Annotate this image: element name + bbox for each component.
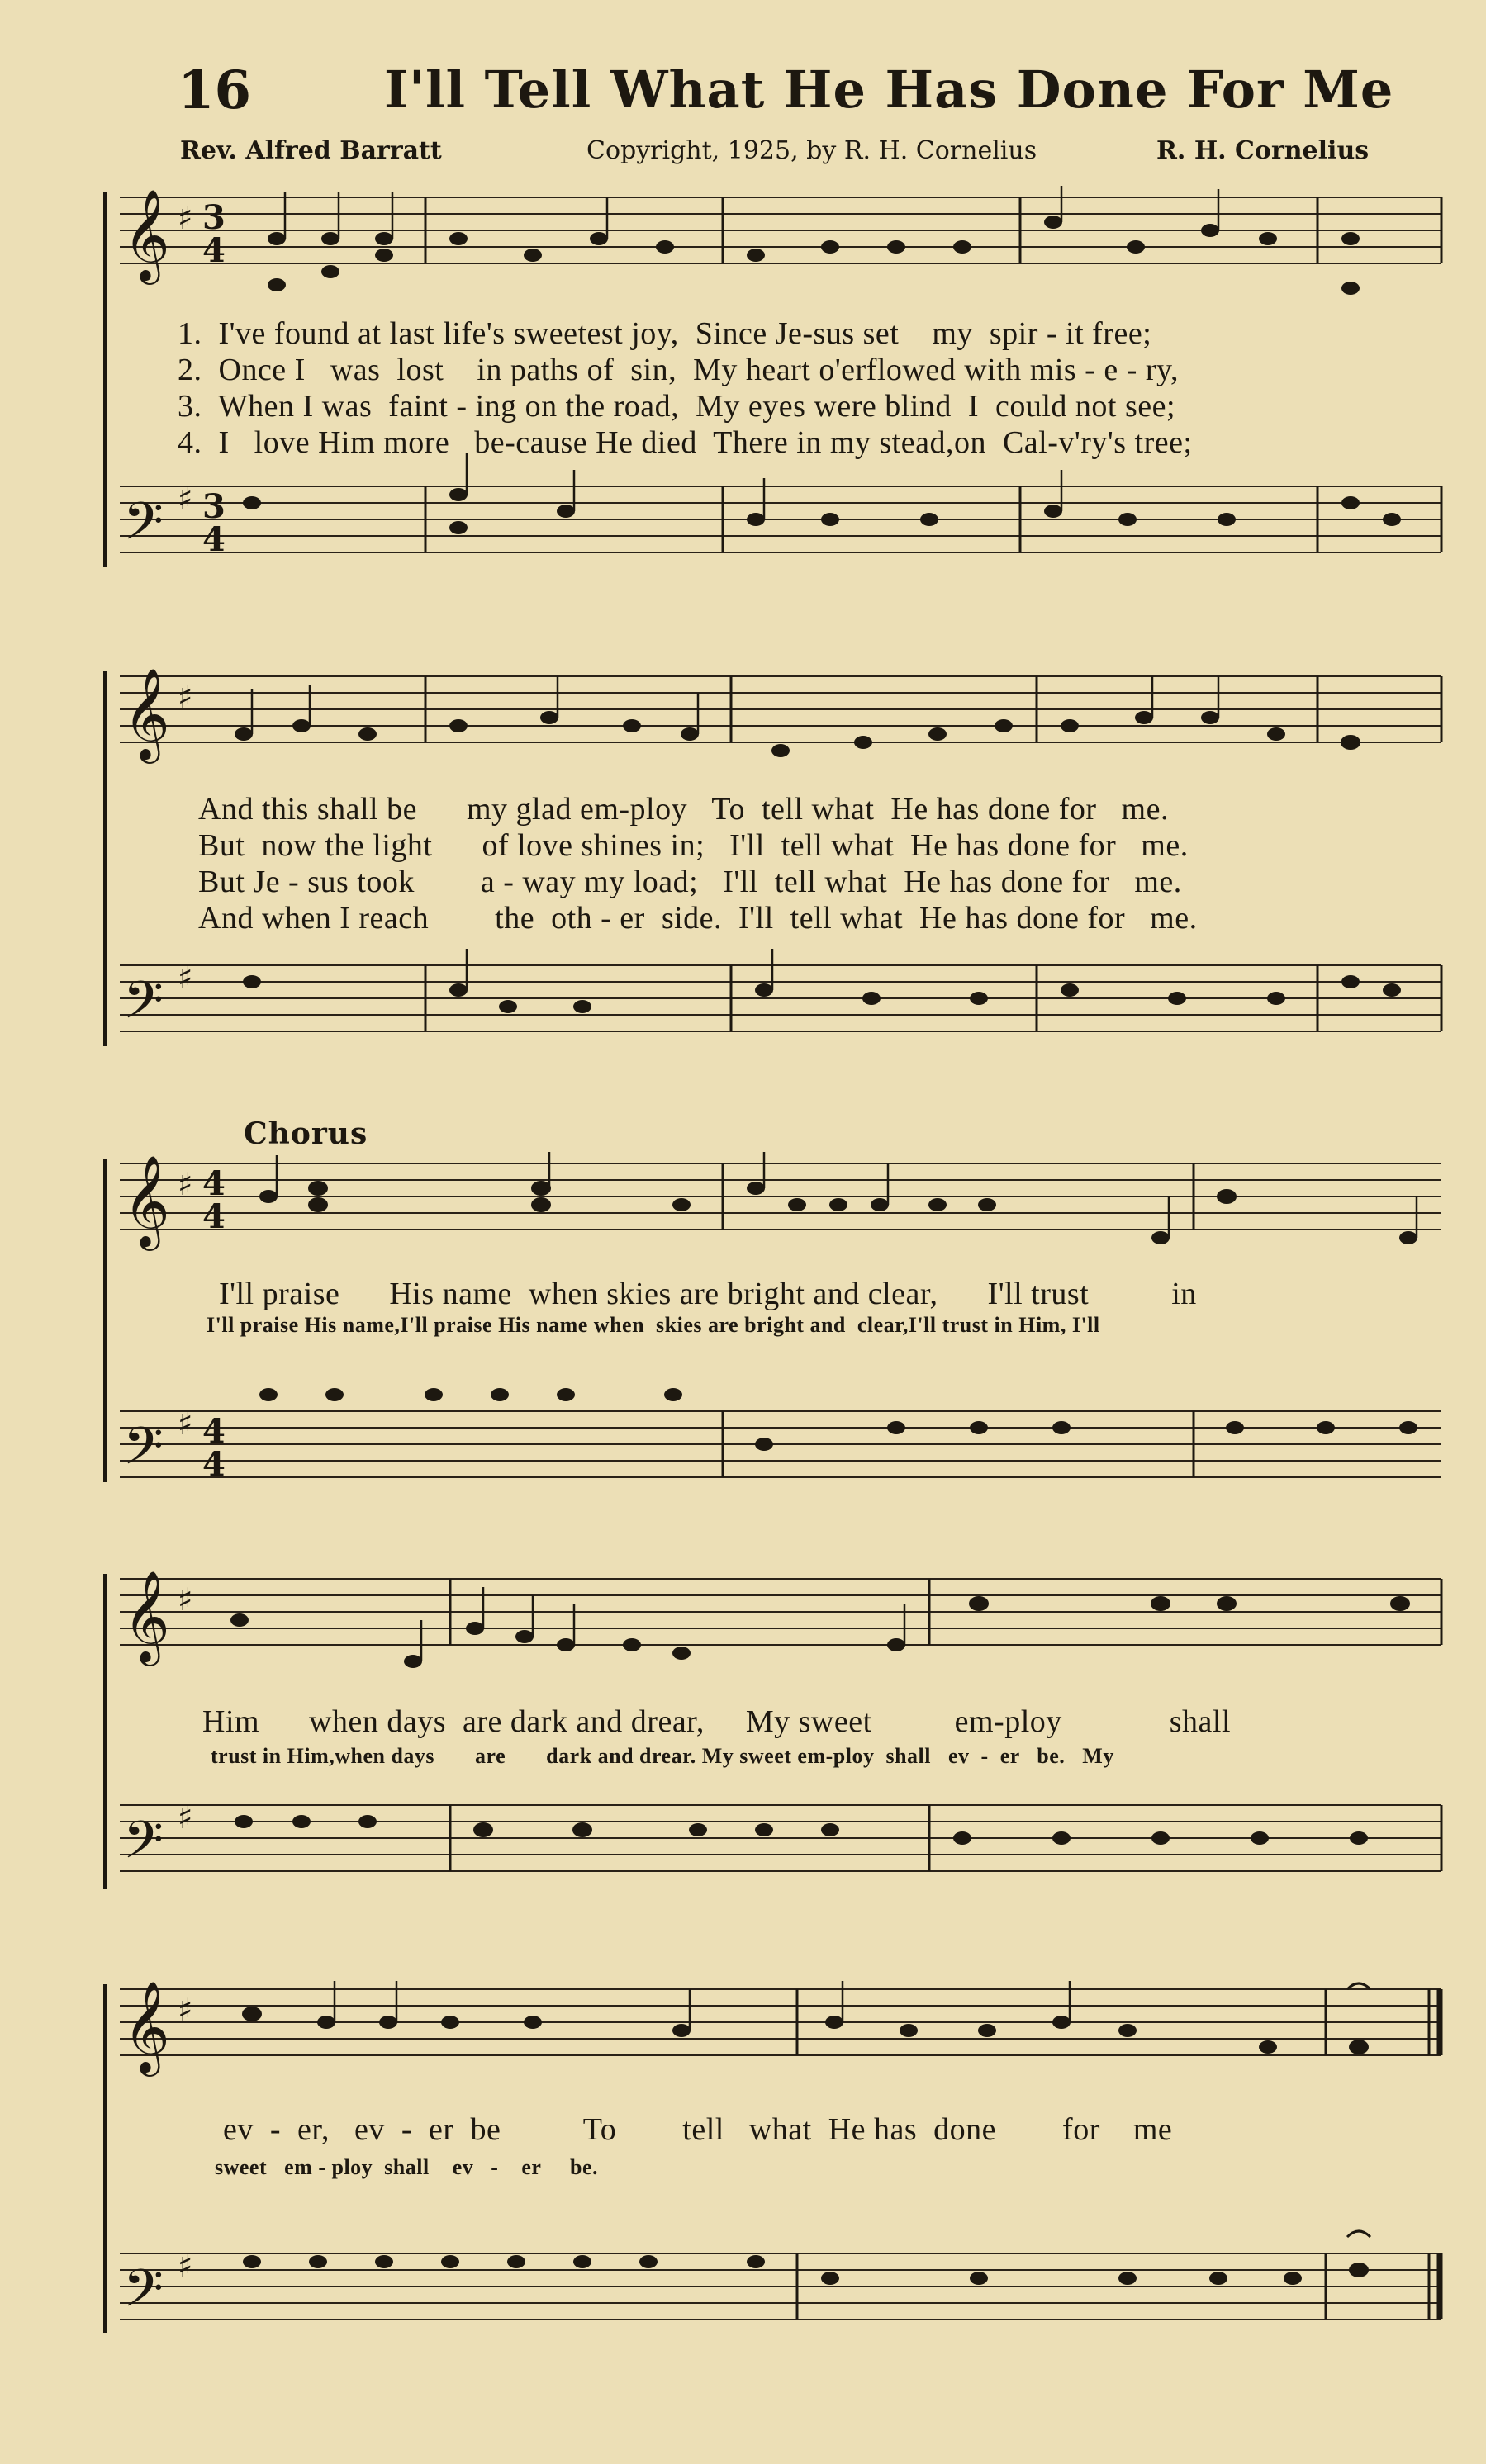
svg-text:𝄞: 𝄞 — [123, 1154, 170, 1247]
svg-text:𝄢: 𝄢 — [123, 1809, 164, 1883]
svg-text:𝄢: 𝄢 — [123, 969, 164, 1043]
words-credit: Rev. Alfred Barratt — [180, 136, 442, 165]
chorus-melody-line: ev - er, ev - er be To tell what He has done for me — [223, 2112, 1173, 2147]
verse-line: But Je - sus took a - way my load; I'll tell what He has done for me. — [198, 865, 1182, 899]
svg-text:4: 4 — [202, 1197, 226, 1236]
svg-text:4: 4 — [202, 1445, 226, 1484]
chorus-echo-line: sweet em - ploy shall ev - er be. — [215, 2155, 599, 2179]
svg-text:𝄞: 𝄞 — [123, 667, 170, 760]
music-credit: R. H. Cornelius — [1156, 136, 1370, 165]
hymn-title: I'll Tell What He Has Done For Me — [384, 59, 1394, 120]
svg-text:𝄢: 𝄢 — [123, 490, 164, 564]
svg-text:♯: ♯ — [178, 1165, 193, 1202]
svg-text:4: 4 — [202, 520, 226, 559]
svg-text:♯: ♯ — [178, 1580, 193, 1618]
chorus-echo-line: I'll praise His name,I'll praise His name when skies are bright and clear,I'll trust in Him, I'll — [207, 1313, 1100, 1337]
chorus-melody-line: I'll praise His name when skies are bright and clear, I'll trust in — [219, 1277, 1197, 1311]
verse-line: And this shall be my glad em-ploy To tell what He has done for me. — [198, 792, 1169, 827]
svg-text:4: 4 — [202, 231, 226, 270]
verse-line: 1. I've found at last life's sweetest joy, Since Je-sus set my spir - it free; — [178, 316, 1152, 351]
verse-line: But now the light of love shines in; I'll tell what He has done for me. — [198, 828, 1189, 863]
chorus-label: Chorus — [244, 1116, 368, 1151]
svg-text:𝄞: 𝄞 — [123, 1570, 170, 1662]
copyright-notice: Copyright, 1925, by R. H. Cornelius — [586, 136, 1037, 165]
svg-text:♯: ♯ — [178, 199, 193, 236]
svg-text:3: 3 — [202, 198, 226, 237]
svg-text:4: 4 — [202, 1412, 226, 1451]
svg-text:3: 3 — [202, 487, 226, 526]
svg-text:♯: ♯ — [178, 678, 193, 715]
hymn-number: 16 — [178, 59, 252, 121]
svg-text:4: 4 — [202, 1164, 226, 1203]
svg-text:𝄢: 𝄢 — [123, 1415, 164, 1489]
chorus-echo-line: trust in Him,when days are dark and drear. My sweet em-ploy shall ev - er be. My — [211, 1744, 1114, 1768]
verse-line: And when I reach the oth - er side. I'll tell what He has done for me. — [198, 901, 1198, 936]
svg-text:♯: ♯ — [178, 2247, 193, 2284]
verse-line: 2. Once I was lost in paths of sin, My heart o'erflowed with mis - e - ry, — [178, 353, 1180, 387]
svg-text:♯: ♯ — [178, 1405, 193, 1442]
verse-line: 3. When I was faint - ing on the road, My eyes were blind I could not see; — [178, 389, 1176, 424]
svg-text:♯: ♯ — [178, 959, 193, 996]
svg-text:♯: ♯ — [178, 1991, 193, 2028]
svg-text:𝄞: 𝄞 — [123, 188, 170, 281]
chorus-melody-line: Him when days are dark and drear, My sweet em-ploy shall — [202, 1704, 1232, 1739]
svg-text:♯: ♯ — [178, 480, 193, 517]
verse-line: 4. I love Him more be-cause He died There in my stead,on Cal-v'ry's tree; — [178, 425, 1193, 460]
svg-text:♯: ♯ — [178, 1798, 193, 1836]
svg-text:𝄞: 𝄞 — [123, 1980, 170, 2073]
svg-text:𝄢: 𝄢 — [123, 2258, 164, 2331]
